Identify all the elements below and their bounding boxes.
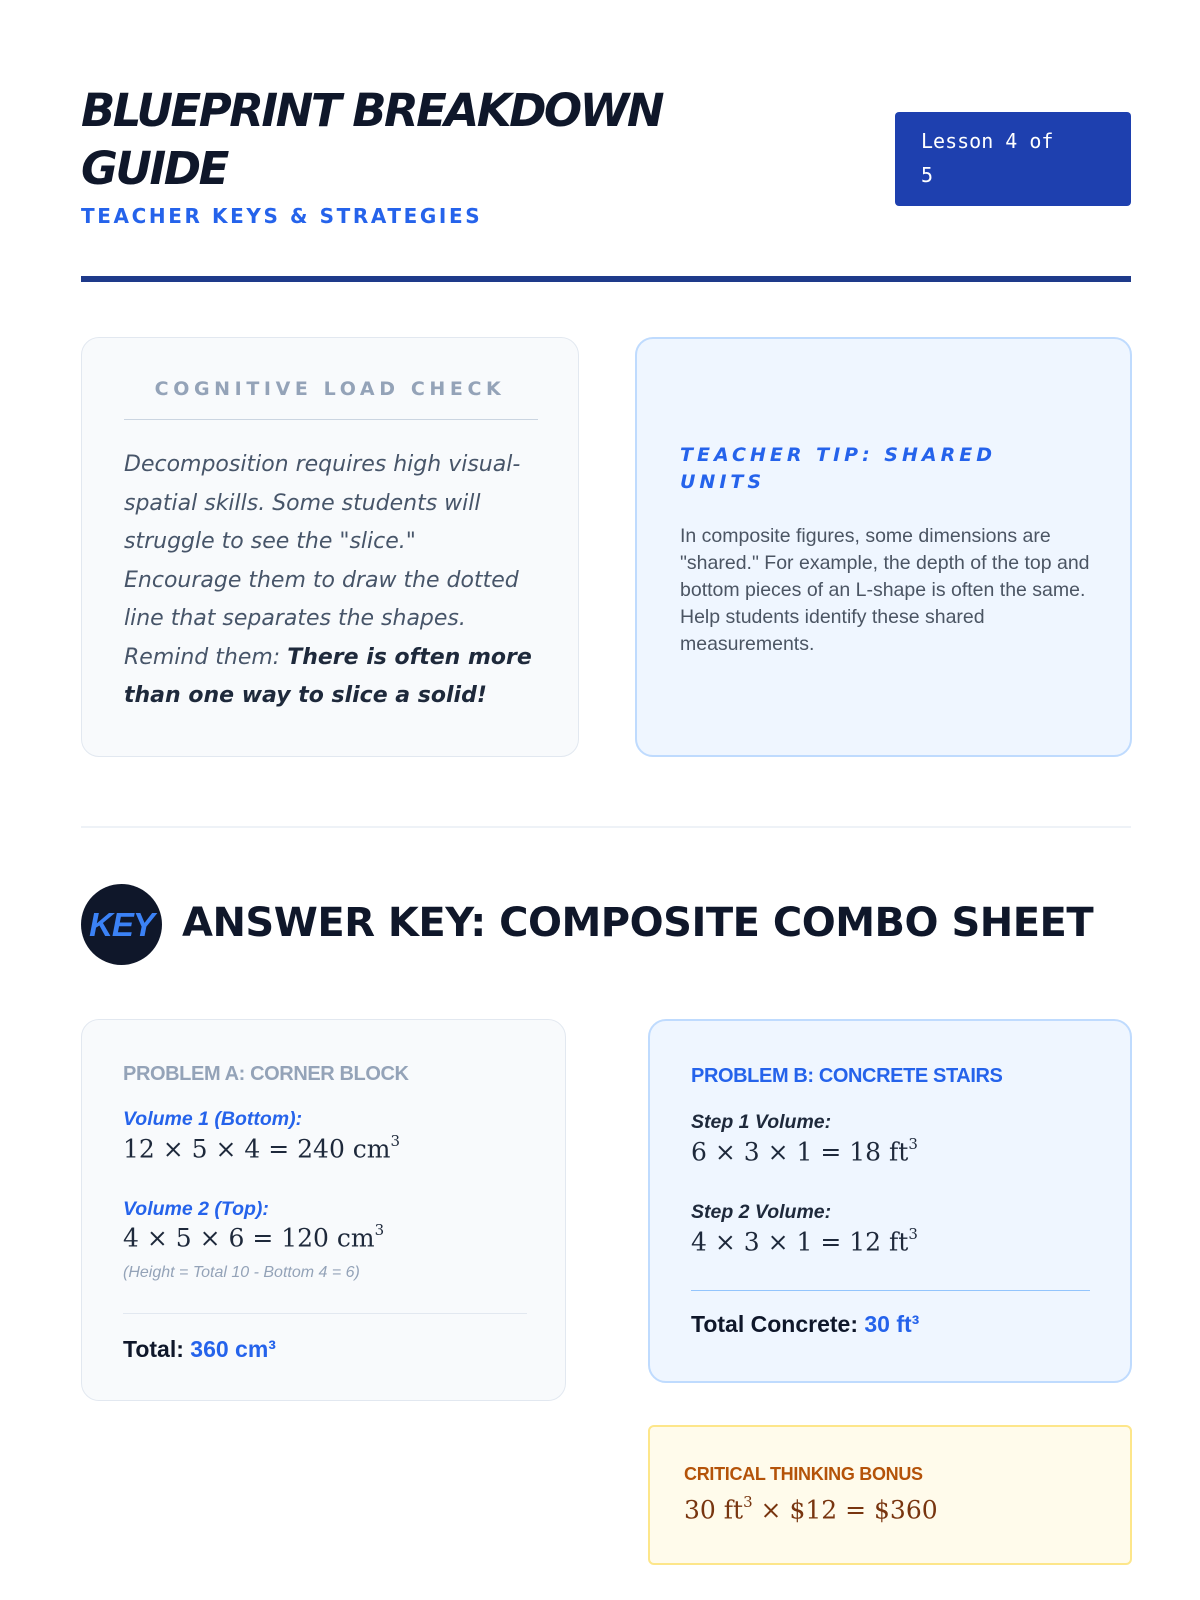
page-subtitle: TEACHER KEYS & STRATEGIES bbox=[81, 204, 483, 228]
cognitive-load-body bbox=[124, 446, 538, 716]
problem-b-step1-math bbox=[691, 1137, 918, 1166]
problem-b-step1-expr: 6 × 3 × 1 = 18 ft bbox=[691, 1137, 909, 1167]
bonus-expr-start: 30 ft bbox=[684, 1495, 744, 1525]
problem-a-step1-math bbox=[123, 1134, 400, 1163]
problem-a-total-value: 360 cm³ bbox=[190, 1336, 276, 1362]
header-divider bbox=[81, 276, 1131, 282]
problem-b-step2-math bbox=[691, 1227, 918, 1256]
problem-a-step1-exp: 3 bbox=[390, 1132, 401, 1150]
problem-a-step2-label: Volume 2 (Top): bbox=[123, 1198, 269, 1220]
key-badge: KEY bbox=[81, 884, 162, 965]
bonus-math bbox=[684, 1495, 938, 1524]
problem-b-total bbox=[691, 1311, 919, 1338]
problem-a-step2-exp: 3 bbox=[374, 1221, 385, 1239]
bonus-expr-exp: 3 bbox=[743, 1493, 753, 1511]
problem-b-step2-label: Step 2 Volume: bbox=[691, 1201, 832, 1223]
cognitive-load-card bbox=[81, 337, 579, 757]
problem-a-total bbox=[123, 1336, 276, 1363]
cognitive-load-emphasis: There is often more than one way to slice a solid! bbox=[124, 644, 532, 708]
problem-a-step2-math bbox=[123, 1223, 384, 1252]
cognitive-load-text: Decomposition requires high visual-spatial skills. Some students will struggle to see the "slice." Encourage them to draw the dotted line that separates the shapes. Remind them: bbox=[124, 452, 521, 670]
problem-b-divider bbox=[691, 1290, 1090, 1291]
problem-a-step1-label: Volume 1 (Bottom): bbox=[123, 1108, 303, 1130]
problem-a-note: (Height = Total 10 - Bottom 4 = 6) bbox=[123, 1264, 360, 1281]
teacher-tip-body: In composite figures, some dimensions are "shared." For example, the depth of the top and bottom pieces of an L-shape is often the same. Help students identify these shared measurements. bbox=[680, 525, 1090, 655]
bonus-label: CRITICAL THINKING BONUS bbox=[684, 1464, 923, 1484]
answer-key-title: ANSWER KEY: COMPOSITE COMBO SHEET bbox=[182, 900, 1094, 946]
problem-b-step1-label: Step 1 Volume: bbox=[691, 1111, 832, 1133]
cognitive-load-divider bbox=[124, 419, 538, 420]
problem-a-step2-expr: 4 × 5 × 6 = 120 cm bbox=[123, 1223, 375, 1253]
problem-b-title: PROBLEM B: CONCRETE STAIRS bbox=[691, 1065, 1003, 1087]
problem-b-total-label: Total Concrete: bbox=[691, 1311, 865, 1337]
problem-b-step2-expr: 4 × 3 × 1 = 12 ft bbox=[691, 1227, 909, 1257]
problem-a-step1-expr: 12 × 5 × 4 = 240 cm bbox=[123, 1134, 391, 1164]
problem-a-title: PROBLEM A: CORNER BLOCK bbox=[123, 1063, 409, 1085]
teacher-tip-card bbox=[635, 337, 1132, 757]
teacher-tip-heading: TEACHER TIP: SHARED UNITS bbox=[680, 444, 996, 493]
page-title: BLUEPRINT BREAKDOWN GUIDE bbox=[81, 84, 662, 195]
problem-b-step2-exp: 3 bbox=[908, 1225, 918, 1243]
lesson-badge: Lesson 4 of 5 bbox=[895, 112, 1131, 206]
problem-b-card bbox=[648, 1019, 1132, 1383]
section-divider bbox=[81, 826, 1131, 828]
bonus-card bbox=[648, 1425, 1132, 1565]
problem-a-divider bbox=[123, 1313, 527, 1314]
problem-a-card bbox=[81, 1019, 566, 1401]
problem-a-total-label: Total: bbox=[123, 1336, 191, 1362]
problem-b-step1-exp: 3 bbox=[908, 1135, 918, 1153]
page-header bbox=[81, 82, 1131, 282]
cognitive-load-label: COGNITIVE LOAD CHECK bbox=[154, 378, 506, 400]
problem-b-total-value: 30 ft³ bbox=[864, 1311, 920, 1337]
bonus-expr-end: × $12 = $360 bbox=[752, 1495, 938, 1525]
